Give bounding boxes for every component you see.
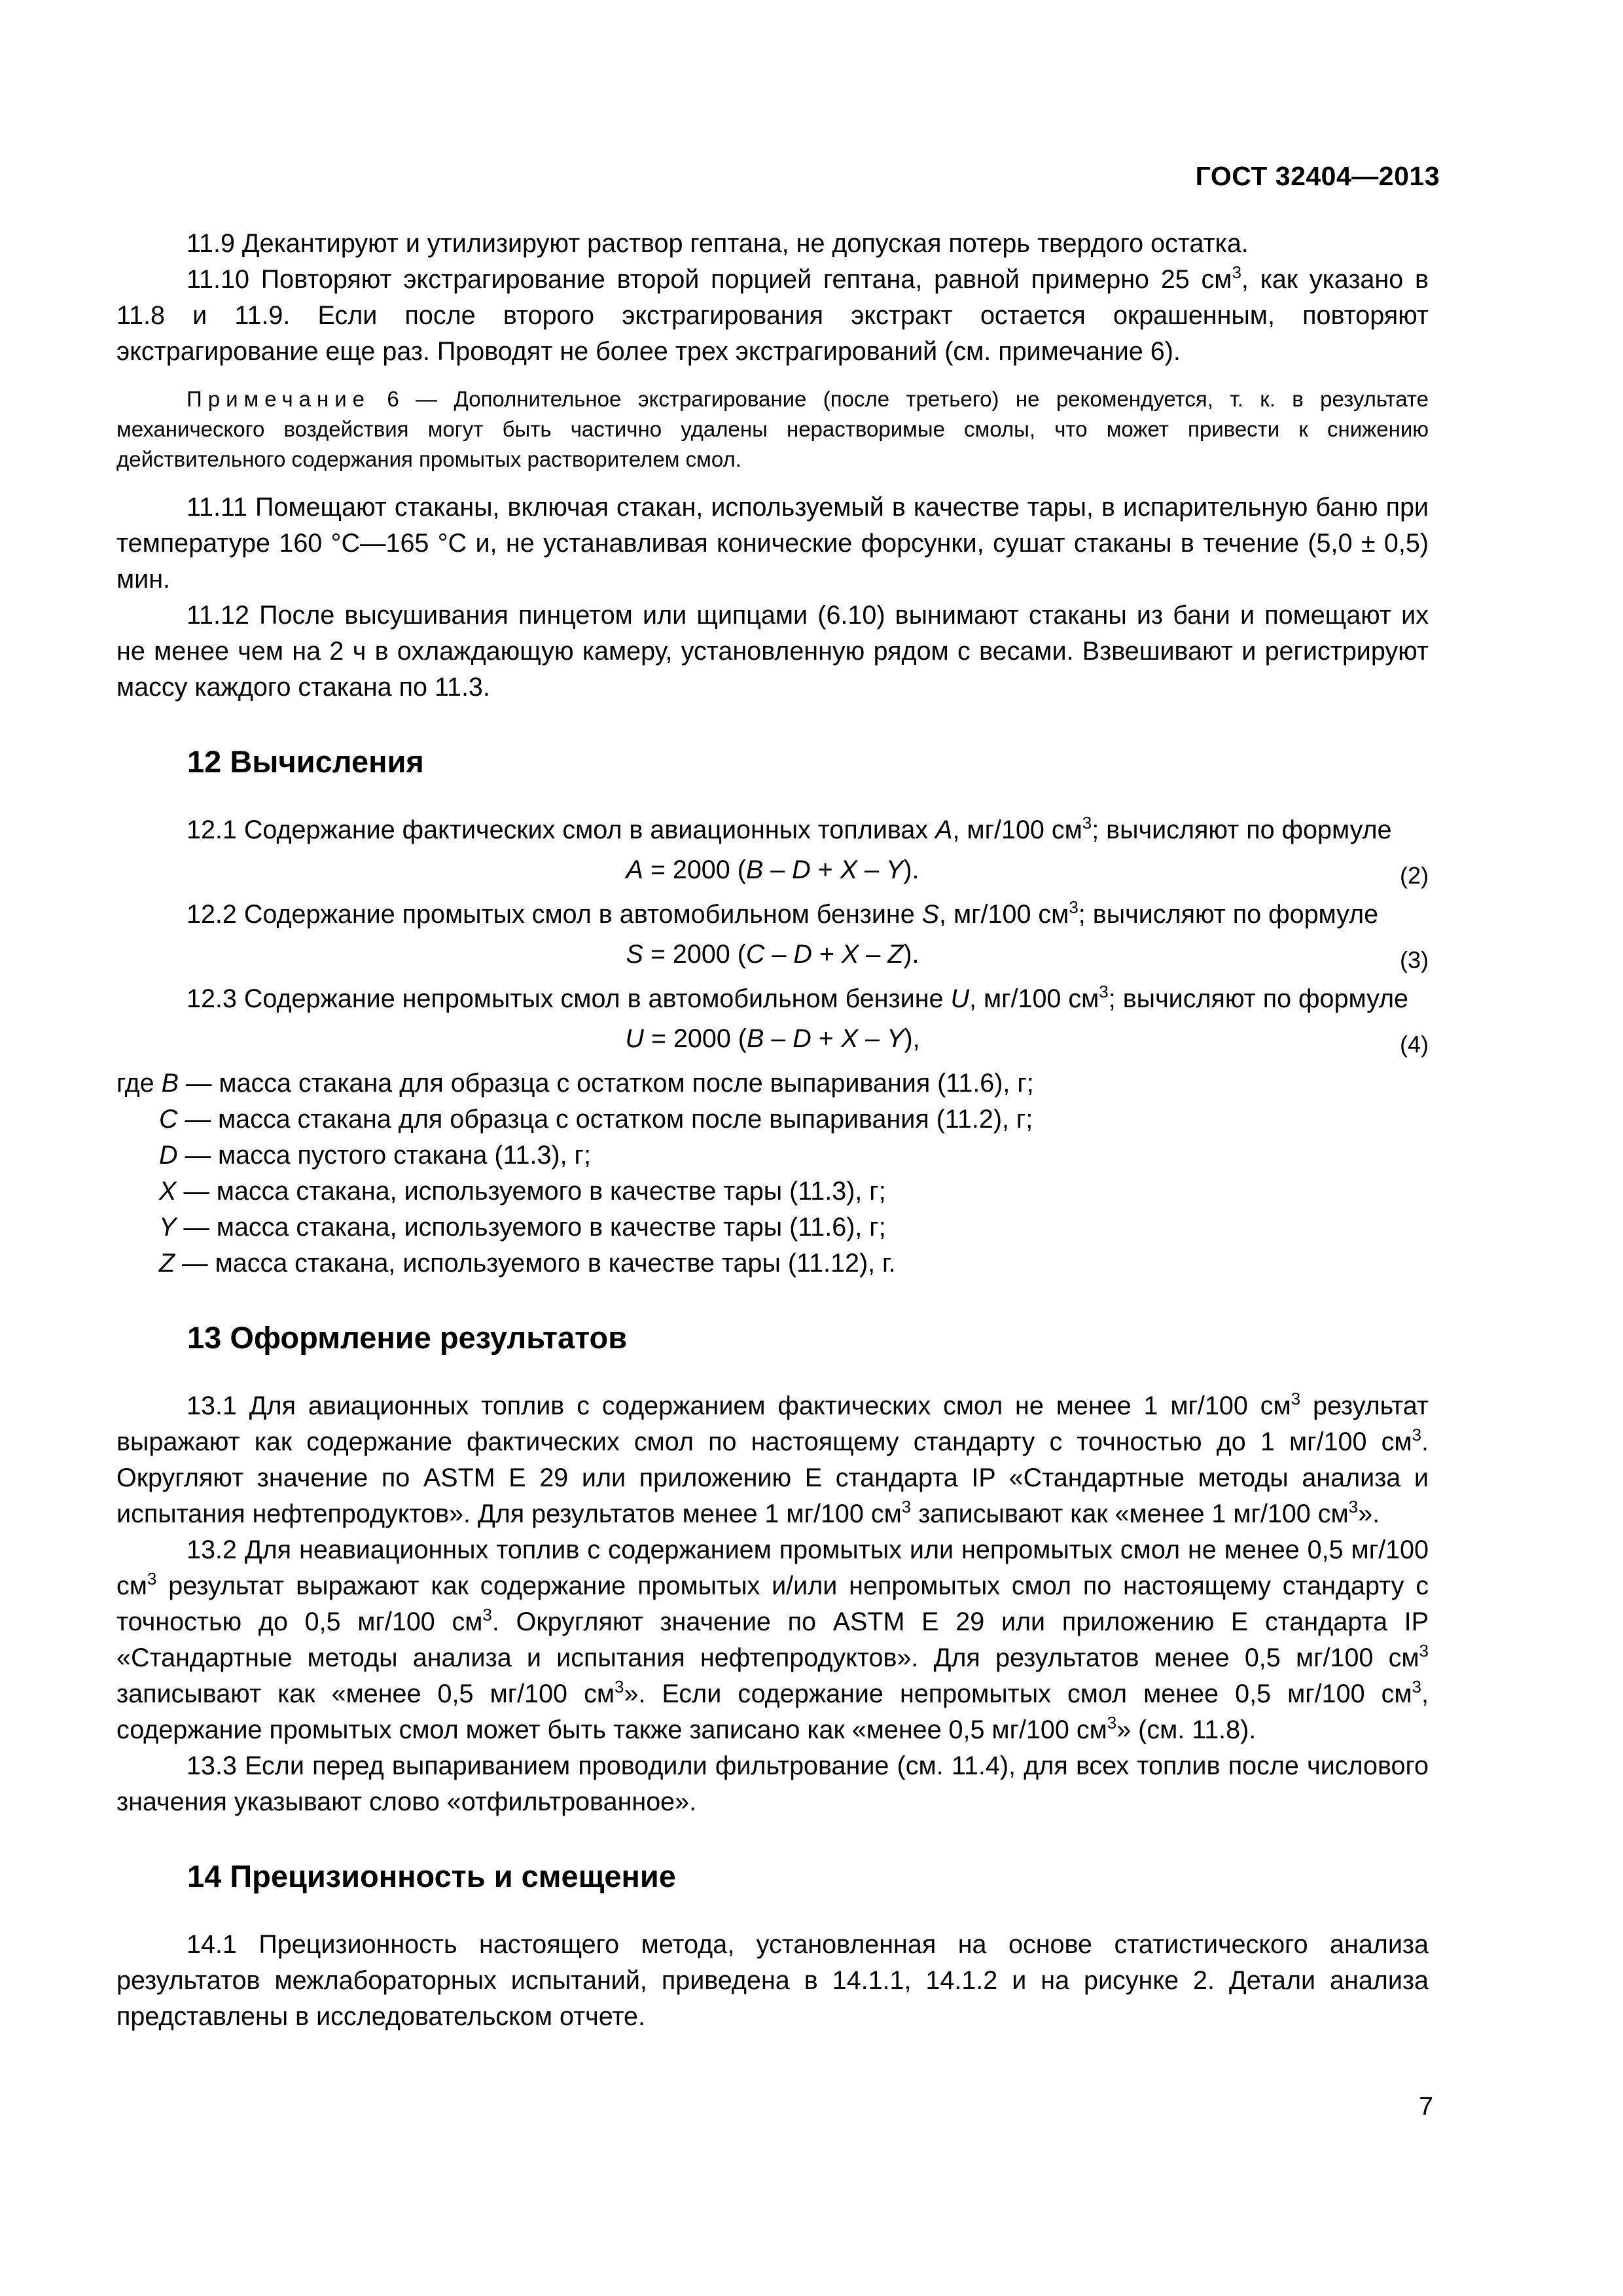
formula-3: S = 2000 (C – D + X – Z). (3) [116,937,1429,976]
paragraph-14-1: 14.1 Прецизионность настоящего метода, установленная на основе статистического анализа результатов межлабораторных испытаний, приведена в 14.1.1, 14.1.2 и на рисунке 2. Детали анализа представлены в исследовательском отчете. [116,1930,1429,2031]
legend-row: D — масса пустого стакана (11.3), г; [159,1141,591,1170]
note-label: Примечание [187,387,371,411]
note-text: 6 — Дополнительное экстрагирование (после третьего) не рекомендуется, т. к. в результате механического воздействия могут быть частично удалены нерастворимые смолы, что может привести к снижению действительного содержания промытых растворителем смол. [116,387,1429,471]
section-heading-13: 13 Оформление результатов [187,1320,628,1355]
page-number: 7 [1419,2092,1433,2121]
formula-4: U = 2000 (B – D + X – Y), (4) [116,1021,1429,1060]
formula-number: (2) [1400,862,1429,889]
legend-row: Y — масса стакана, используемого в качестве тары (11.6), г; [159,1213,886,1242]
formula-number: (4) [1400,1031,1429,1058]
legend-row: X — масса стакана, используемого в качестве тары (11.3), г; [159,1177,886,1206]
paragraph-11-11: 11.11 Помещают стаканы, включая стакан, используемый в качестве тары, в испарительную баню при температуре 160 °С—165 °С и, не устанавливая конические форсунки, сушат стаканы в течение (5,0 ± 0,5) мин. [116,493,1429,594]
legend-row: C — масса стакана для образца с остатком после выпаривания (11.2), г; [159,1105,1033,1134]
document-code: ГОСТ 32404—2013 [1195,161,1440,191]
formula-number: (3) [1400,946,1429,973]
paragraph-11-9: 11.9 Декантируют и утилизируют раствор гептана, не допуская потерь твердого остатка. [187,229,1249,258]
page-body [116,226,1429,2035]
paragraph-12-2: 12.2 Содержание промытых смол в автомобильном бензине S, мг/100 $см^3$; вычисляют по формуле [187,897,1379,929]
paragraph-11-12: 11.12 После высушивания пинцетом или щипцами (6.10) вынимают стаканы из бани и помещают их не менее чем на 2 ч в охлаждающую камеру, установленную рядом с весами. Взвешивают и регистрируют массу каждого стакана по 11.3. [116,601,1429,702]
paragraph-13-1: 13.1 Для авиационных топлив с содержанием фактических смол не менее 1 мг/100 $см^3$ результат выражают как содержание фактических смол по настоящему стандарту с точностью до 1 мг/100 $см^3$. Округляют значение по ASTM E 29 или приложению E стандарта IP «Стандартные методы анализа и испытания нефтепродуктов». Для результатов менее 1 мг/100 $см^3$ записывают как «менее 1 мг/100 $см^3$». [116,1388,1429,1528]
legend-row: Z — масса стакана, используемого в качестве тары (11.12), г. [159,1249,896,1278]
paragraph-11-10: 11.10 Повторяют экстрагирование второй порцией гептана, равной примерно 25 $см^3$, как указано в 11.8 и 11.9. Если после второго экстрагирования экстракт остается окрашенным, повторяют экстрагирование еще раз. Проводят не более трех экстрагирований (см. примечание 6). [116,262,1429,366]
paragraph-13-3: 13.3 Если перед выпариванием проводили фильтрование (см. 11.4), для всех топлив после числового значения указывают слово «отфильтрованное». [116,1751,1429,1816]
paragraph-12-3: 12.3 Содержание непромытых смол в автомобильном бензине U, мг/100 $см^3$; вычисляют по формуле [187,981,1408,1013]
section-heading-12: 12 Вычисления [187,744,424,779]
legend-row: где B — масса стакана для образца с остатком после выпаривания (11.6), г; [116,1069,1034,1098]
paragraph-12-1: 12.1 Содержание фактических смол в авиационных топливах А, мг/100 $см^3$; вычисляют по формуле [187,812,1392,844]
note-6 [116,384,1429,475]
formula-legend [116,1066,1429,1282]
paragraph-13-2: 13.2 Для неавиационных топлив с содержанием промытых или непромытых смол не менее 0,5 мг/100 $см^3$ результат выражают как содержание промытых и/или непромытых смол по настоящему стандарту с точностью до 0,5 мг/100 $см^3$. Округляют значение по ASTM E 29 или приложению E стандарта IP «Стандартные методы анализа и испытания нефтепродуктов». Для результатов менее 0,5 мг/100 $см^3$ записывают как «менее 0,5 мг/100 $см^3$». Если содержание непромытых смол менее 0,5 мг/100 $см^3$, содержание промытых смол может быть также записано как «менее 0,5 мг/100 $см^3$» (см. 11.8). [116,1535,1429,1744]
section-heading-14: 14 Прецизионность и смещение [187,1859,676,1893]
formula-2: A = 2000 (B – D + X – Y). (2) [116,852,1429,891]
